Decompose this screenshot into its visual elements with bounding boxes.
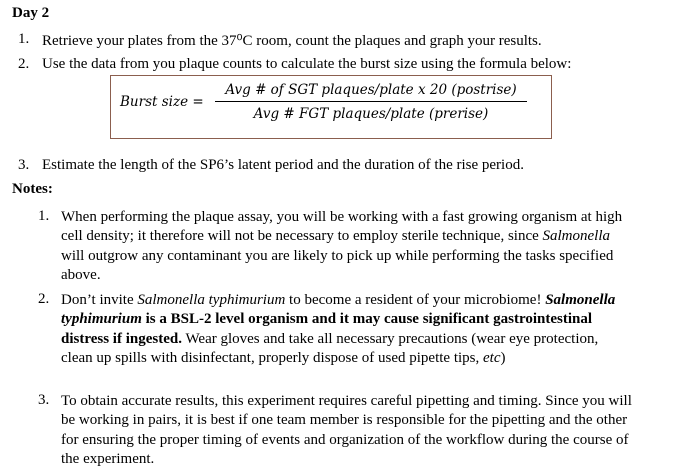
note-text-italic: Salmonella typhimurium [137, 292, 286, 308]
note-text-segment: will outgrow any contaminant you are likely to pick up while performing the tasks specified above. [61, 247, 614, 283]
step-text: Use the data from you plaque counts to calculate the burst size using the formula below: [42, 56, 572, 72]
note-text [61, 392, 636, 469]
step-number: 1. [18, 31, 30, 47]
formula-box [110, 75, 552, 139]
fraction-bar [215, 101, 527, 102]
formula-numerator: Avg # of SGT plaques/plate x 20 (postrise) [225, 82, 517, 98]
note-text-segment: Don’t invite [61, 292, 138, 308]
note-text-italic: Salmonella [542, 228, 611, 245]
note-text [61, 291, 626, 368]
formula-fraction [215, 82, 527, 122]
day-heading: Day 2 [12, 5, 50, 21]
step-text: Estimate the length of the SP6’s latent period and the duration of the rise period. [42, 157, 524, 173]
note-text [61, 208, 636, 285]
formula-lhs: Burst size = [120, 94, 204, 110]
note-text-segment: To obtain accurate results, this experiment requires careful pipetting and timing. Since you will be working in pairs, it is best if one team member is responsible for the pipetting and the other for ensuring the proper timing of events and organization of the workflow during the course of the experiment. [61, 393, 632, 467]
note-text-bold-italic: Salmonella typhimurium [61, 292, 616, 328]
note-text-bold: is a BSL-2 level organism and it may cause significant gastrointestinal distress if ingested. [61, 311, 593, 347]
step-number: 2. [18, 56, 30, 72]
note-text-segment: to become a resident of your microbiome! [285, 292, 546, 308]
step-number: 3. [18, 157, 30, 173]
step-text: Retrieve your plates from the 37⁰C room, count the plaques and graph your results. [42, 33, 542, 49]
note-number: 2. [38, 291, 50, 307]
formula-denominator: Avg # FGT plaques/plate (prerise) [253, 106, 489, 122]
notes-heading: Notes: [12, 181, 53, 197]
note-text-segment: When performing the plaque assay, you will be working with a fast growing organism at high cell density; it therefore will not be necessary to employ sterile technique, since [61, 209, 623, 245]
note-text-segment: ) [500, 349, 506, 366]
note-number: 3. [38, 392, 50, 408]
note-text-italic: etc [483, 349, 501, 366]
note-number: 1. [38, 208, 50, 224]
note-text-segment: Wear gloves and take all necessary precautions (wear eye protection, clean up spills with disinfectant, properly dispose of used pipette tips, [61, 330, 599, 366]
